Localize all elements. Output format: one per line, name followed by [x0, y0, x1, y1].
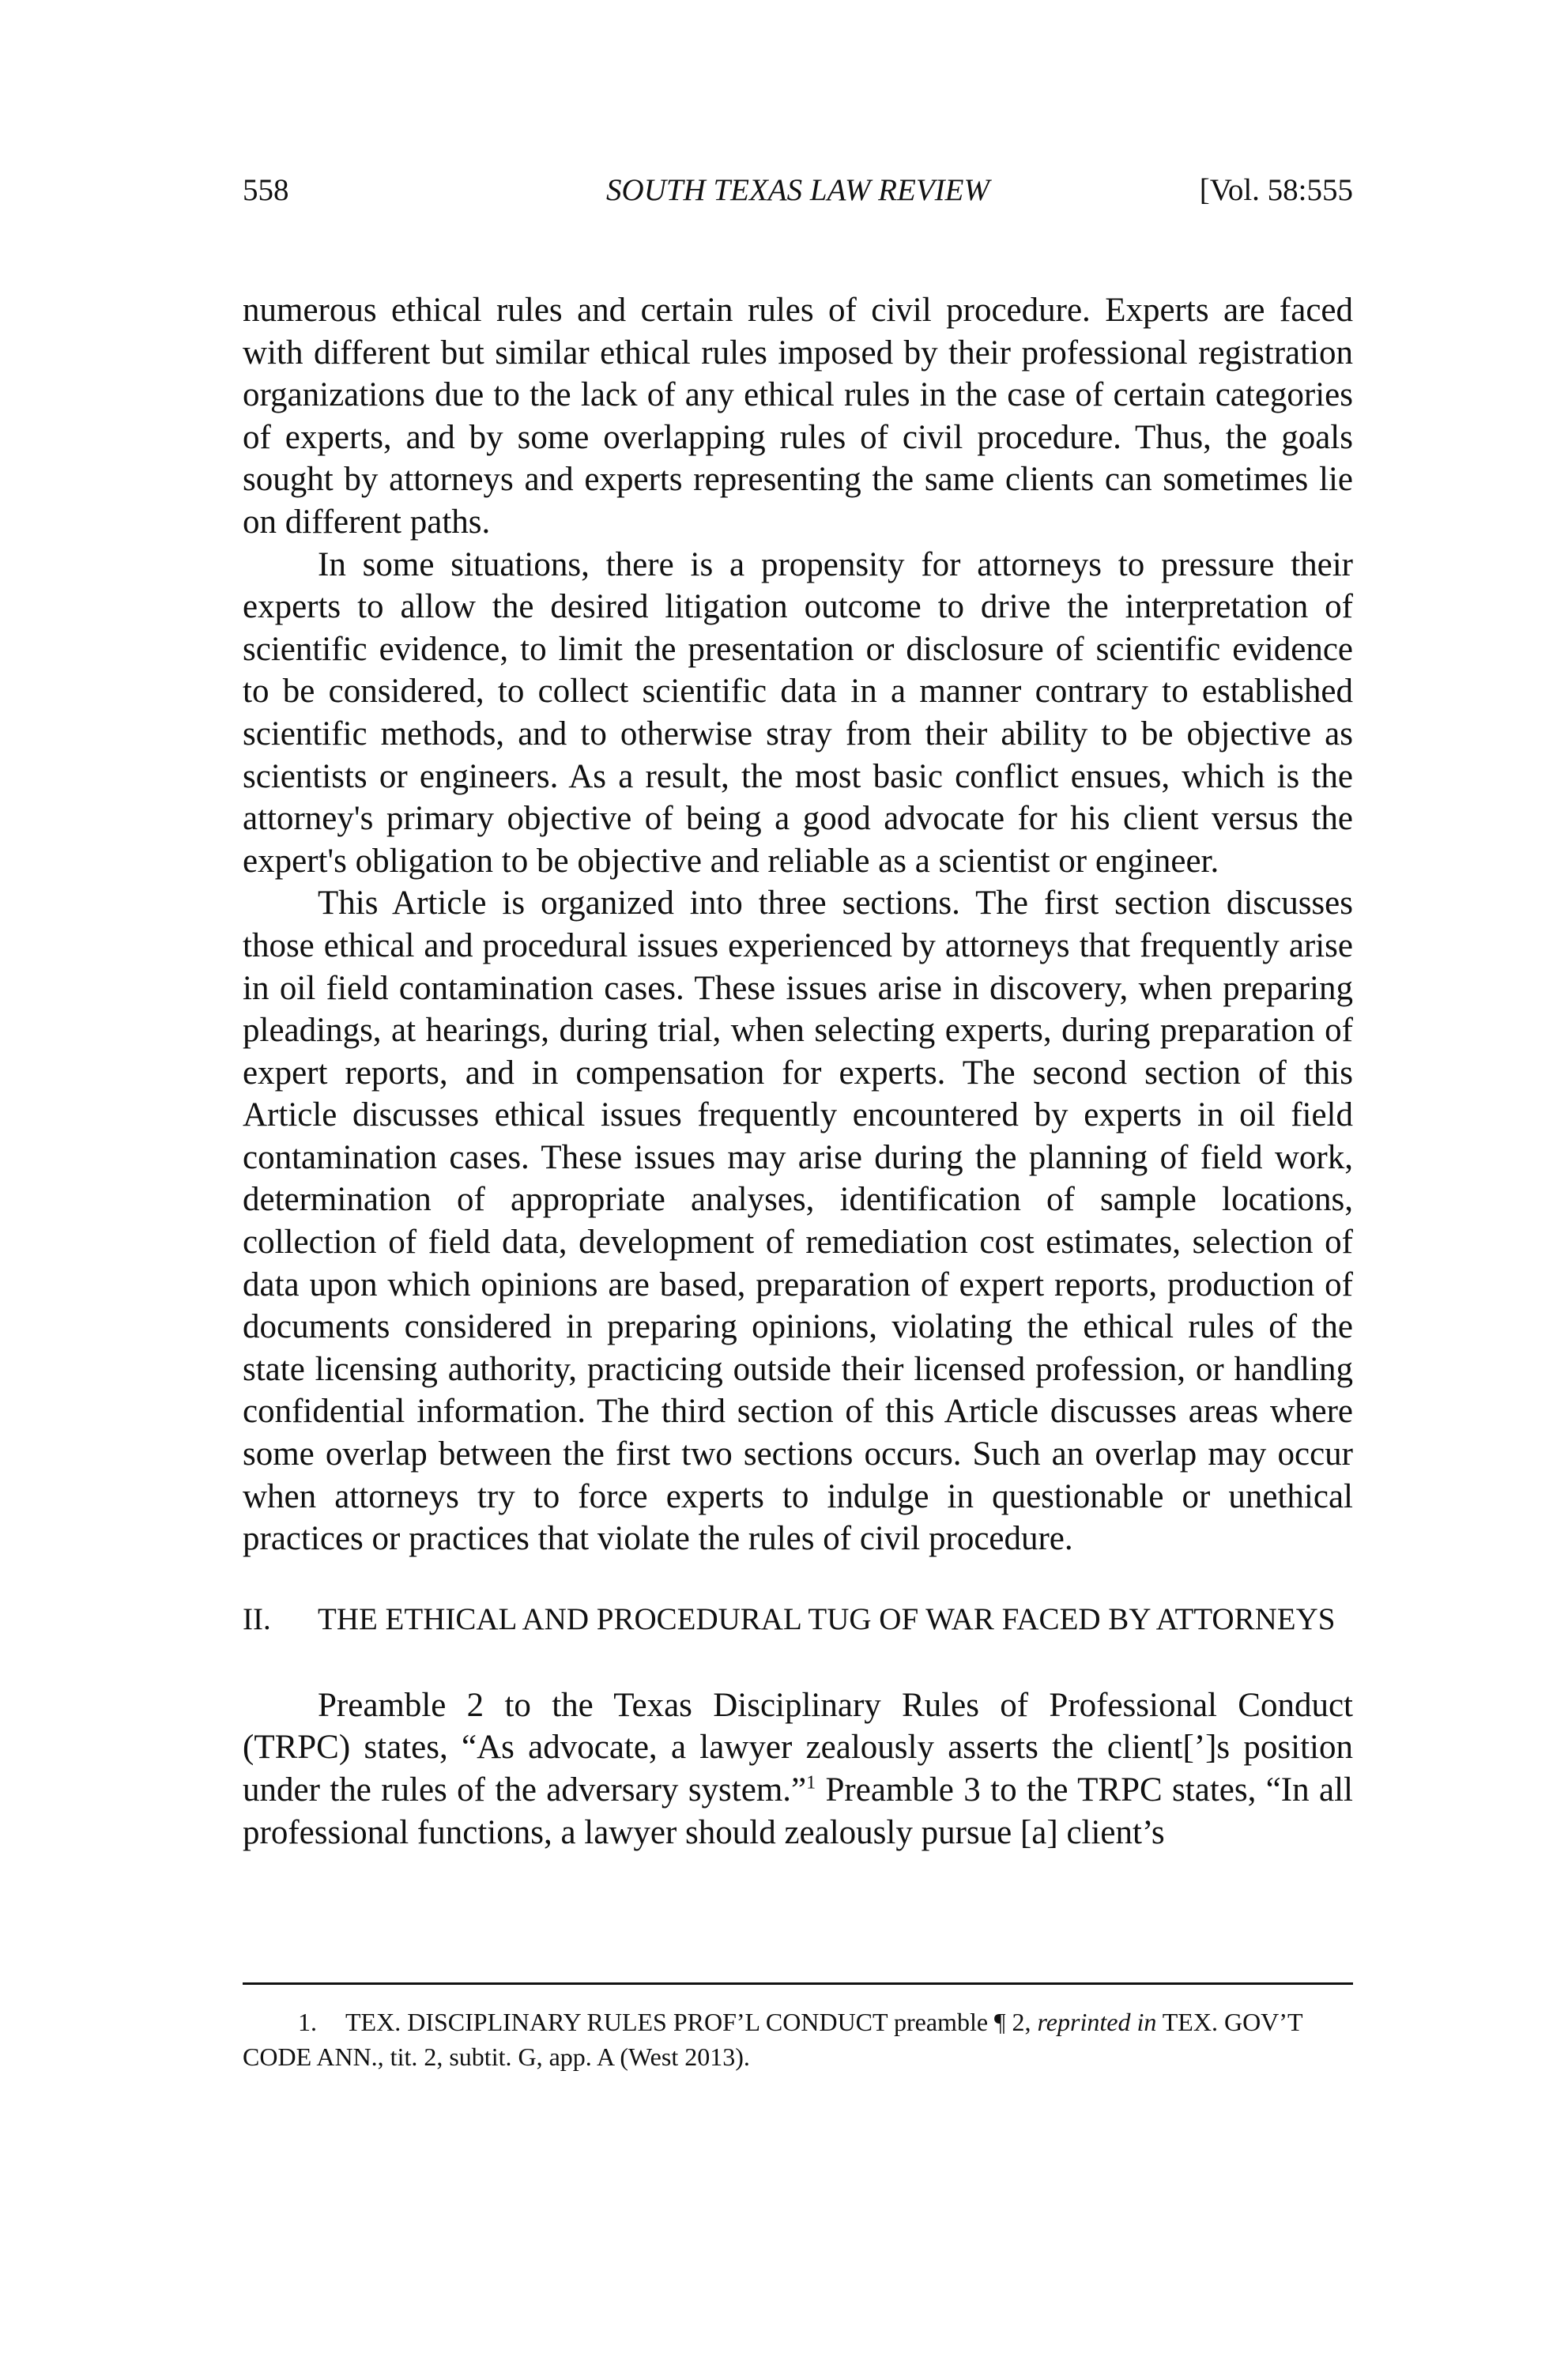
section-number: II. — [243, 1601, 271, 1636]
page-number: 558 — [243, 173, 289, 207]
section-title: THE ETHICAL AND PROCEDURAL TUG OF WAR FACED BY ATTORNEYS — [318, 1601, 1336, 1636]
footnote-divider — [243, 1982, 1353, 1985]
paragraph-2: In some situations, there is a propensity for attorneys to pressure their experts to allow the desired litigation outcome to drive the interpretation of scientific evidence, to limit the presentation or disclosure of scientific evidence to be considered, to collect scientific data in a manner contrary to established scientific methods, and to otherwise stray from their ability to be objective as scientists or engineers. As a result, the most basic conflict ensues, which is the attorney's primary objective of being a good advocate for his client versus the expert's obligation to be objective and reliable as a scientist or engineer. — [243, 545, 1353, 880]
paragraph-4-text-b: Preamble 3 to the TRPC states, “In all professional functions, a lawyer should zealously pursue [a] client’s — [243, 1771, 1353, 1851]
footnote-reference[interactable]: 1 — [806, 1772, 816, 1794]
running-header — [243, 172, 1353, 220]
footnote-text-a: TEX. DISCIPLINARY RULES PROF’L CONDUCT preamble ¶ 2, — [345, 2008, 1038, 2036]
article-body — [243, 289, 1353, 1854]
footnote-number: 1. — [298, 2008, 317, 2036]
paragraph-1: numerous ethical rules and certain rules of civil procedure. Experts are faced with different but similar ethical rules imposed by their professional registration organizations due to the lack of any ethical rules in the case of certain categories of experts, and by some overlapping rules of civil procedure. Thus, the goals sought by attorneys and experts representing the same clients can sometimes lie on different paths. — [243, 292, 1353, 541]
journal-title: SOUTH TEXAS LAW REVIEW — [606, 173, 989, 207]
footnote-1 — [243, 2005, 1353, 2074]
paragraph-3: This Article is organized into three sections. The first section discusses those ethical and procedural issues experienced by attorneys that frequently arise in oil field contamination cases. These issues arise in discovery, when preparing pleadings, at hearings, during trial, when selecting experts, during preparation of expert reports, and in compensation for experts. The second section of this Article discusses ethical issues frequently encountered by experts in oil field contamination cases. These issues may arise during the planning of field work, determination of appropriate analyses, identification of sample locations, collection of field data, development of remediation cost estimates, selection of data upon which opinions are based, preparation of expert reports, production of documents considered in preparing opinions, violating the ethical rules of the state licensing authority, practicing outside their licensed profession, or handling confidential information. The third section of this Article discusses areas where some overlap between the first two sections occurs. Such an overlap may occur when attorneys try to force experts to indulge in questionable or unethical practices or practices that violate the rules of civil procedure. — [243, 885, 1353, 1558]
footnote-text-italic: reprinted in — [1037, 2008, 1157, 2036]
paragraph-4-text-a: Preamble 2 to the Texas Disciplinary Rules of Professional Conduct (TRPC) states, “As advocate, a lawyer zealously asserts the client[’]s position under the rules of the adversary system.” — [243, 1686, 1353, 1809]
paragraph-4 — [243, 1684, 1353, 1854]
footnotes — [243, 2005, 1353, 2074]
section-heading — [243, 1598, 1353, 1640]
footnote-text-b: TEX. GOV’T CODE ANN., tit. 2, subtit. G, app. A (West 2013). — [243, 2008, 1302, 2071]
volume-citation: [Vol. 58:555 — [1199, 173, 1353, 207]
